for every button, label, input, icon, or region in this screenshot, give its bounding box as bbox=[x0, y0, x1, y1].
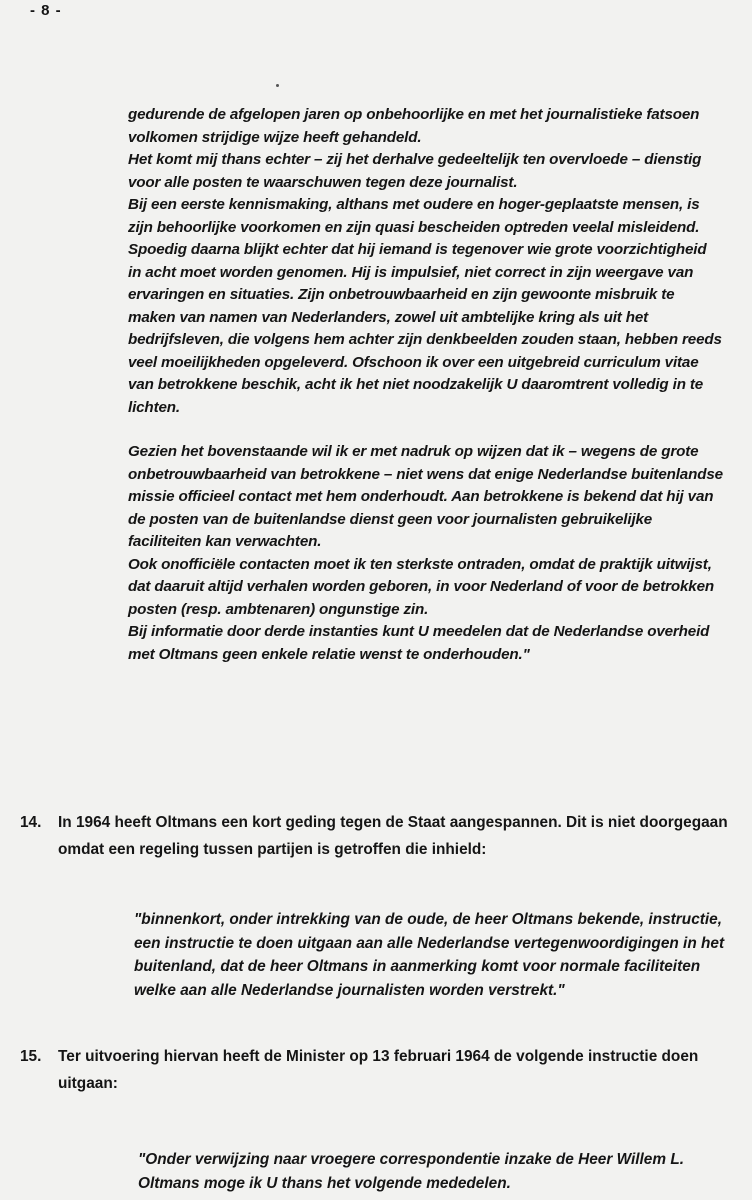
item-text: Ter uitvoering hiervan heeft de Minister op 13 februari 1964 de volgende instructie doen uitgaan: bbox=[58, 1048, 699, 1092]
item-number: 14. bbox=[20, 814, 42, 831]
quote-paragraph: Bij informatie door derde instanties kunt U meedelen dat de Nederlandse overheid met Oltmans geen enkele relatie wenst te onderhouden." bbox=[128, 623, 710, 663]
quote-block-1 bbox=[128, 104, 723, 666]
quote-paragraph: Het komt mij thans echter – zij het derhalve gedeeltelijk ten overvloede – dienstig voor alle posten te waarschuwen tegen deze journalist. bbox=[128, 151, 702, 191]
numbered-item-14 bbox=[20, 809, 730, 863]
quote-paragraph: gedurende de afgelopen jaren op onbehoorlijke en met het journalistieke fatsoen volkomen strijdige wijze heeft gehandeld. bbox=[128, 106, 700, 146]
item-number: 15. bbox=[20, 1048, 42, 1065]
quote-paragraph: Gezien het bovenstaande wil ik er met nadruk op wijzen dat ik – wegens de grote onbetrouwbaarheid van betrokkene – niet wens dat enige Nederlandse buitenlandse missie officieel contact met hem onderhoudt. Aan betrokkene is bekend dat hij van de posten van de buitenlandse dienst geen voor journalisten gebruikelijke faciliteiten kan verwachten. bbox=[128, 443, 723, 550]
quote-paragraph: Ook onofficiële contacten moet ik ten sterkste ontraden, omdat de praktijk uitwijst, dat daaruit altijd verhalen worden geboren, in voor Nederland of voor de betrokken posten (resp. ambtenaren) ongunstige zin. bbox=[128, 555, 715, 618]
paragraph-gap bbox=[128, 419, 723, 441]
numbered-item-15 bbox=[20, 1043, 730, 1097]
item-text: In 1964 heeft Oltmans een kort geding tegen de Staat aangespannen. Dit is niet doorgegaan omdat een regeling tussen partijen is getroffen die inhield: bbox=[58, 814, 728, 858]
quote-paragraph: Bij een eerste kennismaking, althans met oudere en hoger-geplaatste mensen, is zijn behoorlijke voorkomen en zijn quasi bescheiden optreden veelal misleidend. Spoedig daarna blijkt echter dat hij iemand is tegenover wie grote voorzichtigheid in acht moet worden genomen. Hij is impulsief, niet correct in zijn weergave van ervaringen en situaties. Zijn onbetrouwbaarheid en zijn gewoonte misbruik te maken van namen van Nederlanders, zowel uit ambtelijke kring als uit het bedrijfsleven, die volgens hem achter zijn denkbeelden zouden staan, hebben reeds veel moeilijkheden opgeleverd. Ofschoon ik over een uitgebreid curriculum vitae van betrokkene beschik, acht ik het niet noodzakelijk U daaromtrent volledig in te lichten. bbox=[128, 196, 722, 416]
page-number: - 8 - bbox=[30, 2, 62, 19]
scan-speck bbox=[276, 84, 279, 87]
quote-block-2: "binnenkort, onder intrekking van de oude, de heer Oltmans bekende, instructie, een instructie te doen uitgaan aan alle Nederlandse vertegenwoordigingen in het buitenland, dat de heer Oltmans in aanmerking komt voor normale faciliteiten welke aan alle Nederlandse journalisten worden verstrekt." bbox=[134, 911, 725, 999]
quote-block-3: "Onder verwijzing naar vroegere correspondentie inzake de Heer Willem L. Oltmans moge ik U thans het volgende mededelen. bbox=[138, 1151, 684, 1192]
